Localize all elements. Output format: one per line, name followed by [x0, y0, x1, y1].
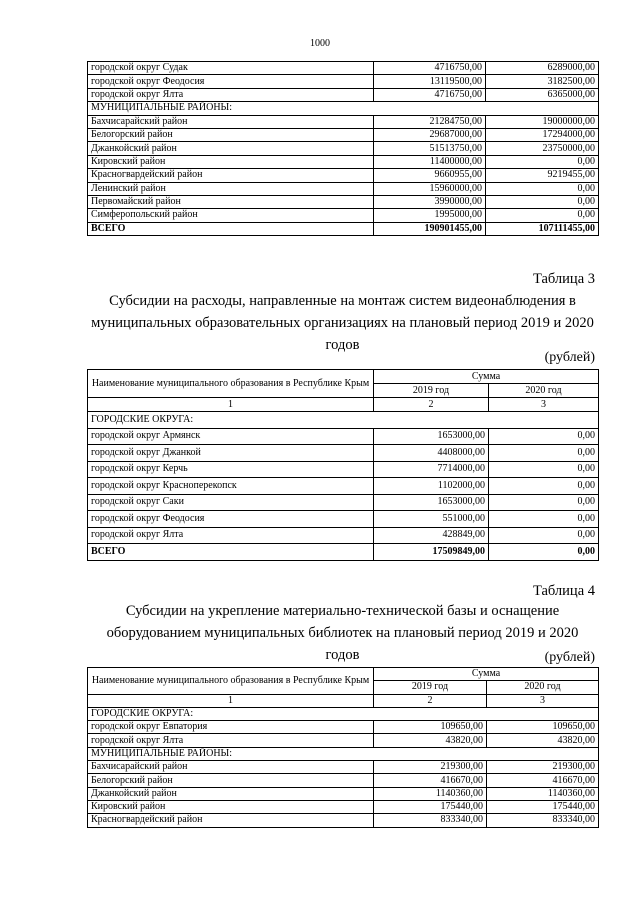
row-name: Джанкойский район [88, 787, 374, 800]
t2-num-2: 2 [374, 398, 489, 412]
table-row [88, 814, 599, 827]
row-2019: 15960000,00 [374, 182, 486, 195]
row-2020: 416670,00 [487, 774, 599, 787]
row-2019: 29687000,00 [374, 128, 486, 141]
table-row [88, 734, 599, 747]
table-row [88, 787, 599, 800]
row-2019: 9660955,00 [374, 169, 486, 182]
t2-num-1: 1 [88, 398, 374, 412]
table3 [87, 369, 599, 561]
table-row [88, 155, 599, 168]
t3-col-sum: Сумма [374, 668, 599, 681]
t1-body-a [88, 62, 599, 102]
row-2020: 0,00 [486, 209, 599, 222]
row-name: Симферопольский район [88, 209, 374, 222]
row-name: городской округ Саки [88, 494, 374, 511]
row-2019: 4716750,00 [374, 88, 486, 101]
row-2020: 0,00 [486, 195, 599, 208]
row-2020: 109650,00 [487, 721, 599, 734]
total-label: ВСЕГО [88, 222, 374, 235]
table-row [88, 128, 599, 141]
row-name: городской округ Армянск [88, 428, 374, 445]
row-2019: 551000,00 [374, 511, 489, 528]
table-row [88, 478, 599, 495]
table-row [88, 774, 599, 787]
row-2020: 0,00 [486, 155, 599, 168]
row-2020: 175440,00 [487, 800, 599, 813]
total-label: ВСЕГО [88, 544, 374, 561]
table3-unit: (рублей) [544, 350, 595, 365]
row-2020: 0,00 [489, 461, 599, 478]
row-2019: 3990000,00 [374, 195, 486, 208]
row-2020: 833340,00 [487, 814, 599, 827]
row-name: Белогорский район [88, 774, 374, 787]
t1-section [88, 102, 599, 115]
row-2020: 0,00 [489, 511, 599, 528]
row-2019: 1995000,00 [374, 209, 486, 222]
row-2020: 219300,00 [487, 761, 599, 774]
row-name: городской округ Ялта [88, 527, 374, 544]
row-2019: 4716750,00 [374, 62, 486, 75]
row-name: Первомайский район [88, 195, 374, 208]
table-row [88, 88, 599, 101]
row-2020: 23750000,00 [486, 142, 599, 155]
table-row [88, 461, 599, 478]
row-name: Джанкойский район [88, 142, 374, 155]
row-name: городской округ Красноперекопск [88, 478, 374, 495]
row-2020: 0,00 [489, 478, 599, 495]
t2-header [88, 370, 599, 429]
row-2019: 428849,00 [374, 527, 489, 544]
table4-label: Таблица 4 [532, 583, 595, 599]
row-2019: 219300,00 [374, 761, 487, 774]
row-name: Бахчисарайский район [88, 761, 374, 774]
total-2019: 17509849,00 [374, 544, 489, 561]
row-2019: 1140360,00 [374, 787, 487, 800]
table-row [88, 527, 599, 544]
total-2020: 107111455,00 [486, 222, 599, 235]
t1-total [88, 222, 599, 235]
row-2020: 1140360,00 [487, 787, 599, 800]
t3-body-a [88, 721, 599, 748]
row-2019: 109650,00 [374, 721, 487, 734]
row-2020: 0,00 [486, 182, 599, 195]
row-name: городской округ Евпатория [88, 721, 374, 734]
t2-col-2020: 2020 год [489, 384, 599, 398]
row-2019: 175440,00 [374, 800, 487, 813]
table-row [88, 142, 599, 155]
t3-header [88, 668, 599, 721]
table4-caption: Субсидии на укрепление материально-технической базы и оснащение оборудованием муниципальных библиотек на плановый период 2019 и 2020 годов [106, 603, 579, 663]
t2-col-name: Наименование муниципального образования в Республике Крым [88, 370, 374, 398]
row-2019: 51513750,00 [374, 142, 486, 155]
t2-section-label: ГОРОДСКИЕ ОКРУГА: [88, 412, 599, 429]
table4 [87, 667, 599, 828]
row-name: Кировский район [88, 800, 374, 813]
total-2020: 0,00 [489, 544, 599, 561]
table-row [88, 182, 599, 195]
t1-section-label: МУНИЦИПАЛЬНЫЕ РАЙОНЫ: [88, 102, 599, 115]
row-name: городской округ Ялта [88, 88, 374, 101]
table-row [88, 511, 599, 528]
row-name: Кировский район [88, 155, 374, 168]
row-name: городской округ Джанкой [88, 445, 374, 462]
t3-col-2020: 2020 год [487, 681, 599, 694]
row-name: Белогорский район [88, 128, 374, 141]
row-2020: 17294000,00 [486, 128, 599, 141]
t3-col-2019: 2019 год [374, 681, 487, 694]
total-2019: 190901455,00 [374, 222, 486, 235]
t2-total [88, 544, 599, 561]
t3-section2 [88, 747, 599, 760]
row-2020: 9219455,00 [486, 169, 599, 182]
row-2019: 43820,00 [374, 734, 487, 747]
row-2020: 0,00 [489, 494, 599, 511]
t1-body-b [88, 115, 599, 222]
row-2019: 7714000,00 [374, 461, 489, 478]
t3-num-2: 2 [374, 694, 487, 707]
table3-caption: Субсидии на расходы, направленные на монтаж систем видеонаблюдения в муниципальных образовательных организациях на плановый период 2019 и 2020 годов [91, 293, 594, 353]
row-2019: 1102000,00 [374, 478, 489, 495]
t3-section2-label: МУНИЦИПАЛЬНЫЕ РАЙОНЫ: [88, 747, 599, 760]
table-row [88, 761, 599, 774]
table-row [88, 721, 599, 734]
t3-body-b [88, 761, 599, 827]
t3-num-1: 1 [88, 694, 374, 707]
row-2020: 0,00 [489, 527, 599, 544]
t2-col-2019: 2019 год [374, 384, 489, 398]
row-name: Красногвардейский район [88, 814, 374, 827]
row-2020: 3182500,00 [486, 75, 599, 88]
table-continuation [87, 61, 599, 236]
row-2020: 6289000,00 [486, 62, 599, 75]
row-2019: 416670,00 [374, 774, 487, 787]
table-row-total [88, 544, 599, 561]
table-row [88, 445, 599, 462]
table-row [88, 494, 599, 511]
table-row [88, 209, 599, 222]
row-name: Бахчисарайский район [88, 115, 374, 128]
t2-col-sum: Сумма [374, 370, 599, 384]
row-2020: 6365000,00 [486, 88, 599, 101]
row-2019: 13119500,00 [374, 75, 486, 88]
row-2020: 0,00 [489, 445, 599, 462]
t3-section1-label: ГОРОДСКИЕ ОКРУГА: [88, 707, 599, 720]
row-2019: 1653000,00 [374, 428, 489, 445]
row-2019: 11400000,00 [374, 155, 486, 168]
row-name: городской округ Судак [88, 62, 374, 75]
row-name: городской округ Феодосия [88, 75, 374, 88]
table-row [88, 195, 599, 208]
row-2020: 0,00 [489, 428, 599, 445]
table-row [88, 428, 599, 445]
row-2020: 19000000,00 [486, 115, 599, 128]
t3-col-name: Наименование муниципального образования в Республике Крым [88, 668, 374, 695]
row-name: городской округ Феодосия [88, 511, 374, 528]
row-2019: 1653000,00 [374, 494, 489, 511]
row-2019: 833340,00 [374, 814, 487, 827]
table3-label: Таблица 3 [532, 271, 595, 287]
t2-num-3: 3 [489, 398, 599, 412]
row-name: городской округ Керчь [88, 461, 374, 478]
table-row-total [88, 222, 599, 235]
row-2019: 21284750,00 [374, 115, 486, 128]
row-2019: 4408000,00 [374, 445, 489, 462]
row-name: городской округ Ялта [88, 734, 374, 747]
row-name: Красногвардейский район [88, 169, 374, 182]
row-name: Ленинский район [88, 182, 374, 195]
t2-body [88, 428, 599, 544]
table-row [88, 800, 599, 813]
table-row [88, 62, 599, 75]
table-row [88, 115, 599, 128]
table4-unit: (рублей) [544, 650, 595, 665]
table-row [88, 75, 599, 88]
table-row [88, 169, 599, 182]
page-number: 1000 [310, 38, 330, 49]
t3-num-3: 3 [487, 694, 599, 707]
row-2020: 43820,00 [487, 734, 599, 747]
